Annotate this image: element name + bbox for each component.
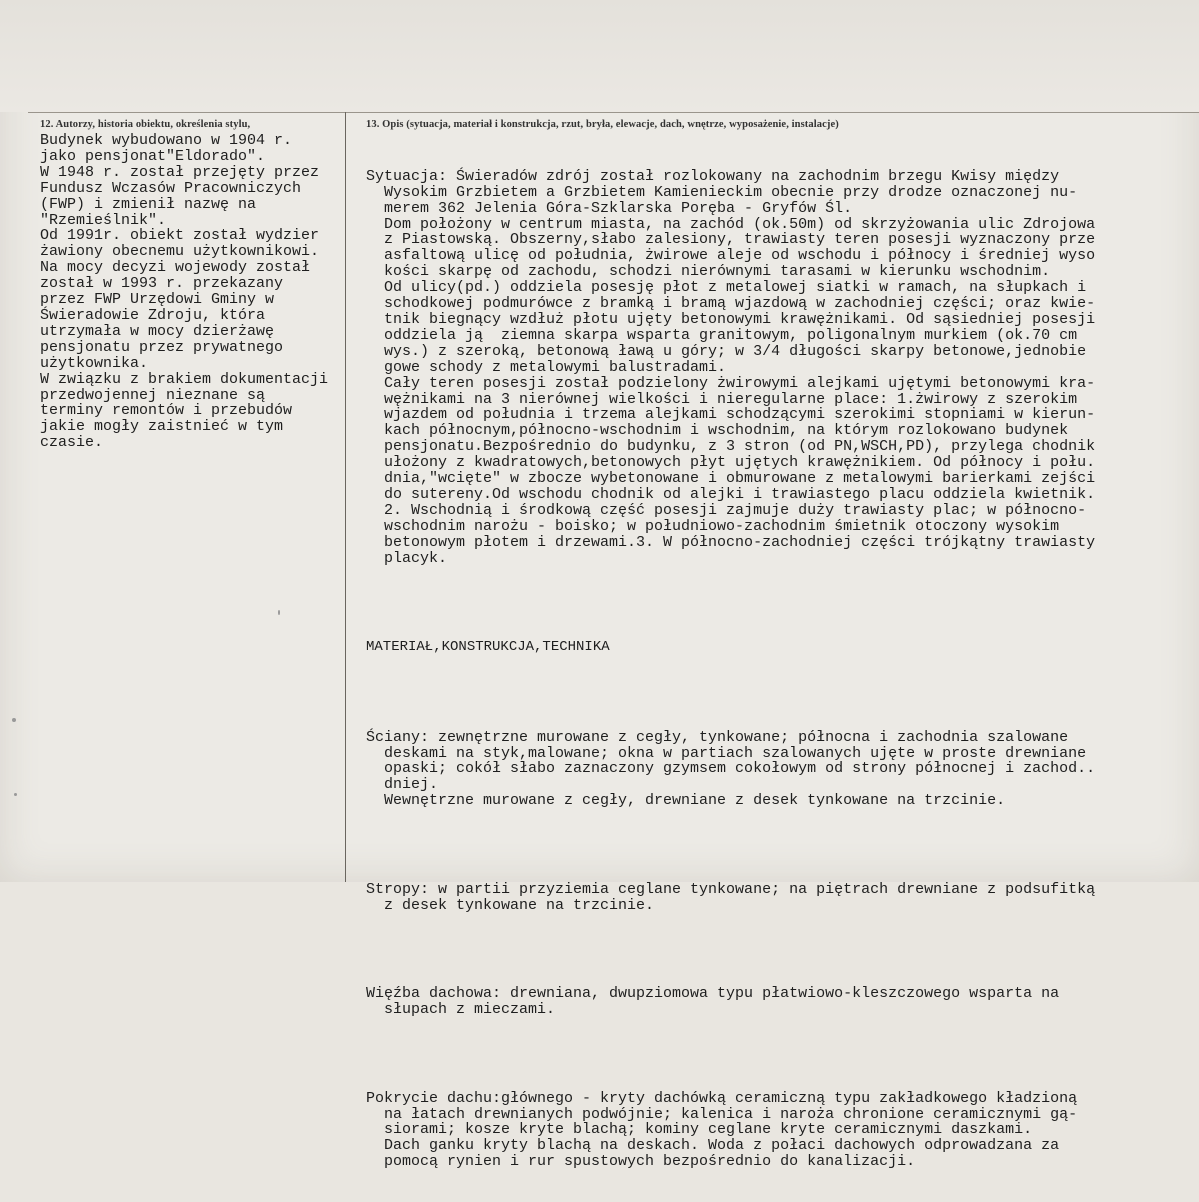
walls-line: opaski; cokół słabo zaznaczony gzymsem cokołowym od strony północnej i zachod.. — [366, 760, 1096, 778]
history-line: przez FWP Urzędowi Gminy w — [40, 291, 275, 309]
left-section-header: 12. Autorzy, historia obiektu, określenia stylu, — [40, 119, 251, 130]
situation-line: Wysokim Grzbietem a Grzbietem Kamienieckim obecnie przy drodze oznaczonej nu- — [366, 183, 1078, 201]
history-line: czasie. — [40, 434, 104, 452]
situation-block — [366, 169, 1095, 567]
situation-line: Sytuacja: Świeradów zdrój został rozlokowany na zachodnim brzegu Kwisy między — [366, 167, 1060, 185]
situation-line: wschodnim narożu - boisko; w południowo-zachodnim śmietnik otoczony wysokim — [366, 517, 1060, 535]
history-text — [40, 133, 328, 451]
description-text — [366, 137, 1095, 1202]
roof-line: pomocą rynien i rur spustowych bezpośrednio do kanalizacji. — [366, 1153, 916, 1171]
column-divider — [345, 112, 346, 882]
history-line: Fundusz Wczasów Pracowniczych — [40, 179, 302, 197]
material-title: MATERIAŁ,KONSTRUKCJA,TECHNIKA — [366, 639, 610, 656]
paper-speck — [14, 793, 17, 796]
top-margin — [0, 0, 1199, 112]
truss-line: słupach z mieczami. — [366, 1001, 556, 1019]
history-line: Budynek wybudowano w 1904 r. — [40, 132, 293, 149]
horizontal-rule — [28, 112, 1199, 113]
history-line: jakie mogły zaistnieć w tym — [40, 418, 284, 436]
situation-line: tnik biegnący wzdłuż płotu ujęty betonowymi krawężnikami. Od sąsiedniej posesji — [366, 310, 1096, 328]
situation-line: dnia,"wcięte" w zbocze wybetonowane i obmurowane z metalowymi barierkami zejści — [366, 470, 1096, 488]
situation-line: ułożony z kwadratowych,betonowych płyt ujętych krawężnikiem. Od północy i połu. — [366, 454, 1096, 472]
ceilings-block — [366, 882, 1095, 914]
roof-line: Pokrycie dachu:głównego - kryty dachówką ceramiczną typu zakładkowego kładzioną — [366, 1089, 1078, 1107]
situation-line: schodkowej podmurówce z bramką i bramą wjazdową w zachodniej części; oraz kwie- — [366, 295, 1096, 313]
situation-line: wys.) z szeroką, betonową ławą u góry; w 3/4 długości skarpy betonowe,jednobie — [366, 342, 1087, 360]
situation-line: kości skarpę od zachodu, schodzi nierównymi tarasami w kierunku wschodnim. — [366, 263, 1051, 281]
paper-speck — [278, 610, 280, 615]
situation-line: do sutereny.Od wschodu chodnik od alejki i trawiastego placu oddziela kwietnik. — [366, 485, 1096, 503]
history-line: pensjonatu przez prywatnego — [40, 338, 284, 356]
situation-line: z Piastowską. Obszerny,słabo zalesiony, trawiasty teren posesji wyznaczony prze — [366, 231, 1096, 249]
ceilings-line: Stropy: w partii przyziemia ceglane tynkowane; na piętrach drewniane z podsufitką — [366, 880, 1096, 898]
situation-line: Od ulicy(pd.) oddziela posesję płot z metalowej siatki w ramach, na słupkach i — [366, 279, 1087, 297]
walls-line: Wewnętrzne murowane z cegły, drewniane z desek tynkowane na trzcinie. — [366, 792, 1006, 810]
walls-line: deskami na styk,malowane; okna w partiach szalowanych ujęte w proste drewniane — [366, 744, 1087, 762]
history-line: W związku z brakiem dokumentacji — [40, 370, 329, 388]
situation-line: Dom położony w centrum miasta, na zachód (ok.50m) od skrzyżowania ulic Zdrojowa — [366, 215, 1096, 233]
walls-block — [366, 730, 1095, 810]
history-line: przedwojennej nieznane są — [40, 386, 266, 404]
walls-line: Ściany: zewnętrzne murowane z cegły, tynkowane; północna i zachodnia szalowane — [366, 728, 1069, 746]
history-line: Na mocy decyzi wojewody został — [40, 259, 311, 277]
situation-line: betonowym płotem i drzewami.3. W północno-zachodniej części trójkątny trawiasty — [366, 533, 1096, 551]
history-line: (FWP) i zmienił nazwę na — [40, 195, 257, 213]
paper-speck — [12, 718, 16, 722]
walls-line: dniej. — [366, 776, 439, 794]
roof-block — [366, 1091, 1095, 1171]
history-line: "Rzemieślnik". — [40, 211, 167, 229]
history-line: żawiony obecnemu użytkownikowi. — [40, 243, 320, 261]
roof-line: na łatach drewnianych podwójnie; kalenica i naroża chronione ceramicznymi gą- — [366, 1105, 1078, 1123]
roof-line: Dach ganku kryty blachą na deskach. Woda z połaci dachowych odprowadzana za — [366, 1137, 1060, 1155]
situation-line: merem 362 Jelenia Góra-Szklarska Poręba - Gryfów Śl. — [366, 199, 853, 217]
situation-line: wjazdem od południa i trzema alejkami schodzącymi szerokimi stopniami w kierun- — [366, 406, 1096, 424]
history-line: Świeradowie Zdroju, która — [40, 306, 266, 324]
situation-line: oddziela ją ziemna skarpa wsparta granitowym, poligonalnym murkiem (ok.70 cm — [366, 326, 1078, 344]
history-line: terminy remontów i przebudów — [40, 402, 293, 420]
situation-line: wężnikami na 3 nierównej wielkości i nieregularne place: 1.żwirowy z szerokim — [366, 390, 1078, 408]
ceilings-line: z desek tynkowane na trzcinie. — [366, 896, 655, 914]
history-line: Od 1991r. obiekt został wydzier — [40, 227, 320, 245]
situation-line: gowe schody z metalowymi balustradami. — [366, 358, 727, 376]
right-section-header: 13. Opis (sytuacja, materiał i konstrukcja, rzut, bryła, elewacje, dach, wnętrze, wyposażenie, instalacje) — [366, 119, 839, 130]
truss-block — [366, 986, 1095, 1018]
roof-line: siorami; kosze kryte blachą; kominy ceglane kryte ceramicznymi daszkami. — [366, 1121, 1033, 1139]
history-line: utrzymała w mocy dzierżawę — [40, 322, 275, 340]
situation-line: placyk. — [366, 549, 448, 567]
situation-line: pensjonatu.Bezpośrednio do budynku, z 3 stron (od PN,WSCH,PD), przylega chodnik — [366, 438, 1096, 456]
situation-line: 2. Wschodnią i środkową część posesji zajmuje duży trawiasty plac; w północno- — [366, 501, 1087, 519]
truss-line: Więźba dachowa: drewniana, dwupziomowa typu płatwiowo-kleszczowego wsparta na — [366, 985, 1060, 1003]
history-line: W 1948 r. został przejęty przez — [40, 163, 320, 181]
situation-line: Cały teren posesji został podzielony żwirowymi alejkami ujętymi betonowymi kra- — [366, 374, 1096, 392]
history-line: użytkownika. — [40, 354, 149, 372]
situation-line: kach północnym,północno-wschodnim i wschodnim, na którym rozlokowano budynek — [366, 422, 1069, 440]
history-line: został w 1993 r. przekazany — [40, 275, 284, 293]
history-line: jako pensjonat"Eldorado". — [40, 147, 266, 165]
situation-line: asfaltową ulicę od południa, żwirowe aleje od wschodu i północy i średniej wyso — [366, 247, 1096, 265]
